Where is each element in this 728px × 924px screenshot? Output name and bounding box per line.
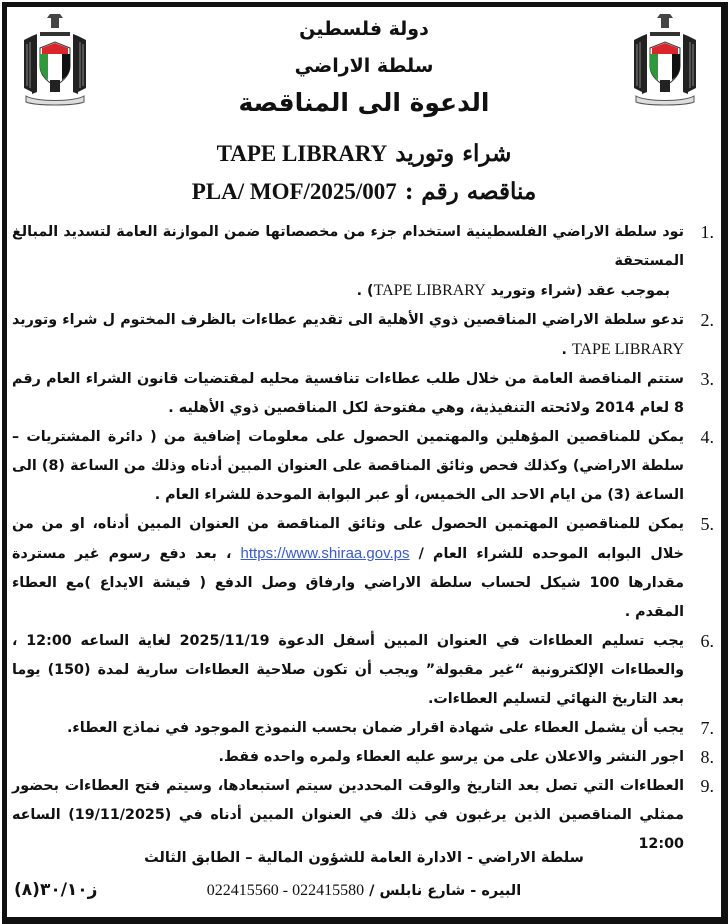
item-text: يجب تسليم العطاءات في العنوان المبين أسفل الدعوة 2025/11/19 لغاية الساعه 12:00 ، والعطاءات الإلكترونية “غير مقبولة” ويجب أن تكون صلاحية العطاءات سارية لمدة (150) يوما بعد التاريخ النهائي لتسليم العطاءات. bbox=[12, 633, 684, 707]
tender-subject bbox=[0, 140, 728, 167]
item-number: 2. bbox=[700, 310, 714, 330]
tender-number-label: مناقصه رقم : bbox=[404, 178, 537, 205]
terms-list bbox=[12, 218, 714, 859]
item-number: 7. bbox=[700, 718, 714, 738]
item-text: بموجب عقد (شراء وتوريد bbox=[485, 283, 670, 299]
item-number: 4. bbox=[700, 427, 714, 447]
item-subline bbox=[12, 276, 684, 306]
subject-english: TAPE LIBRARY bbox=[216, 141, 388, 166]
tender-number: PLA/ MOF/2025/007 bbox=[191, 179, 397, 204]
item-text: يمكن للمناقصين المؤهلين والمهتمين الحصول على معلومات إضافية من ( دائرة المشتريات – سلطة الاراضي) وكذلك فحص وثائق المناقصة على العنوان المبين أدناه وذلك من الساعة (8) الى الساعة (3) من ايام الاحد الى الخميس، أو عبر البوابة الموحدة للشراء العام . bbox=[12, 429, 684, 503]
item-text: يجب أن يشمل العطاء على شهادة اقرار ضمان بحسب النموذج الموجود في نماذج العطاء. bbox=[66, 720, 684, 736]
item-number: 5. bbox=[700, 514, 714, 534]
footer-street: البيره - شارع نابلس / bbox=[364, 883, 522, 899]
list-item bbox=[12, 772, 714, 859]
list-item bbox=[12, 627, 714, 714]
footer-address-line1: سلطة الاراضي - الادارة العامة للشؤون المالية – الطابق الثالث bbox=[144, 850, 584, 866]
item-text: ستتم المناقصة العامة من خلال طلب عطاءات تنافسية محليه لمقتضيات قانون الشراء العام رقم 8 لعام 2014 ولائحته التنفيذية، وهي مفتوحة لكل المناقصين ذوي الأهليه . bbox=[12, 371, 684, 416]
notice-title: الدعوة الى المناقصة bbox=[238, 88, 490, 117]
item-text: تدعو سلطة الاراضي المناقصين ذوي الأهلية الى تقديم عطاءات بالظرف المختوم ل شراء وتوريد bbox=[12, 312, 684, 328]
authority-name: سلطة الاراضي bbox=[294, 55, 434, 77]
item-number: 1. bbox=[700, 222, 714, 242]
list-item bbox=[12, 423, 714, 510]
item-number: 8. bbox=[700, 747, 714, 767]
list-item bbox=[12, 365, 714, 423]
list-item bbox=[12, 510, 714, 627]
footer-phones: 022415560 - 022415580 bbox=[206, 882, 365, 899]
list-item bbox=[12, 743, 714, 772]
shiraa-portal-link[interactable]: https://www.shiraa.gov.ps bbox=[240, 545, 410, 562]
item-text: ، بعد دفع رسوم غير مستردة مقدارها 100 شيكل لحساب سلطة الاراضي وارفاق وصل الدفع ( فيشة الايداع )مع العطاء المقدم . bbox=[12, 546, 685, 620]
item-number: 9. bbox=[700, 776, 714, 796]
list-item bbox=[12, 714, 714, 743]
footer-address-line2 bbox=[0, 882, 728, 900]
item-english: TAPE LIBRARY bbox=[571, 341, 684, 358]
state-name: دولة فلسطين bbox=[299, 18, 429, 40]
publication-ref-code: ز٣٠/١٠(٨) bbox=[14, 880, 98, 900]
item-text: تود سلطة الاراضي الفلسطينية استخدام جزء من مخصصاتها ضمن الموازنة العامة لتسديد المبالغ المستحقة bbox=[12, 224, 684, 269]
item-english: TAPE LIBRARY bbox=[373, 282, 486, 299]
tender-number-line bbox=[0, 178, 728, 205]
item-text: العطاءات التي تصل بعد التاريخ والوقت المحددين سيتم استبعادها، وسيتم فتح العطاءات بحضور ممثلي المناقصين الذين يرغبون في ذلك في العنوان المبين أدناه في (19/11/2025) الساعه 12:00 bbox=[12, 778, 685, 852]
item-number: 6. bbox=[700, 631, 714, 651]
list-item bbox=[12, 306, 714, 365]
item-number: 3. bbox=[700, 369, 714, 389]
item-text: اجور النشر والاعلان على من يرسو عليه العطاء ولمره واحده فقط. bbox=[218, 749, 684, 765]
list-item bbox=[12, 218, 714, 306]
item-text: يمكن للمناقصين المهتمين الحصول على وثائق المناقصة من العنوان المبين أدناه، او من من خلال البوابه الموحده للشراء العام / bbox=[12, 516, 684, 562]
item-text: . bbox=[561, 342, 572, 358]
subject-arabic: شراء وتوريد bbox=[395, 140, 512, 167]
item-text: ) . bbox=[356, 283, 374, 299]
